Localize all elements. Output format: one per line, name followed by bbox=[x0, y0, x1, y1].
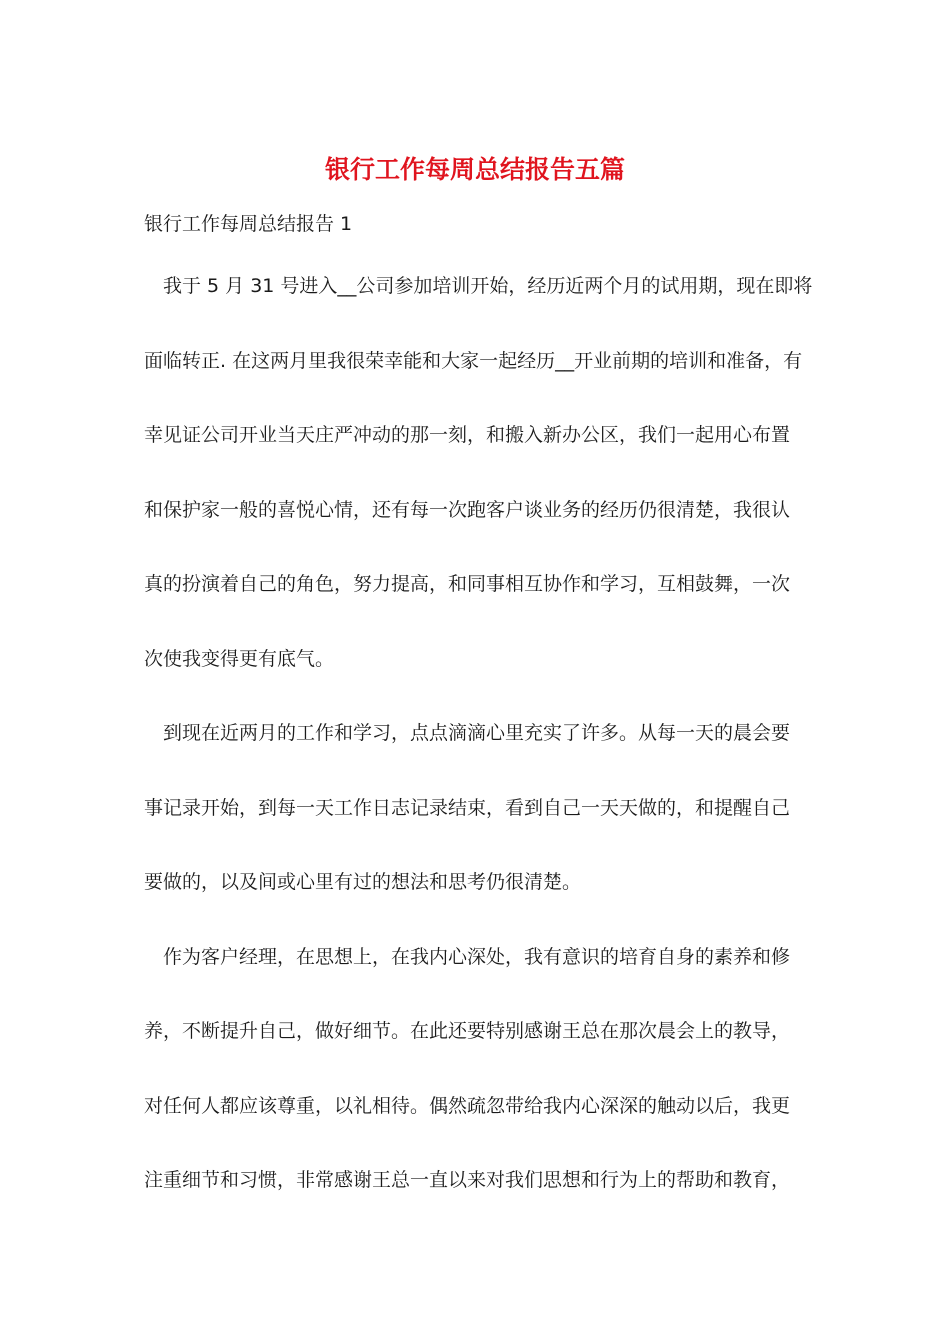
paragraph-line: 要做的，以及间或心里有过的想法和思考仍很清楚。 bbox=[144, 871, 582, 893]
paragraph-line: 注重细节和习惯，非常感谢王总一直以来对我们思想和行为上的帮助和教育， bbox=[144, 1169, 791, 1191]
paragraph-line: 幸见证公司开业当天庄严冲动的那一刻，和搬入新办公区，我们一起用心布置 bbox=[144, 424, 791, 446]
document-title: 银行工作每周总结报告五篇 bbox=[324, 155, 625, 184]
paragraph-line: 面临转正. 在这两月里我很荣幸能和大家一起经历__开业前期的培训和准备，有 bbox=[144, 349, 803, 372]
paragraph-line: 作为客户经理，在思想上，在我内心深处，我有意识的培育自身的素养和修 bbox=[163, 945, 791, 968]
paragraph-line: 真的扮演着自己的角色，努力提高，和同事相互协作和学习，互相鼓舞，一次 bbox=[144, 573, 791, 595]
paragraph-line: 对任何人都应该尊重，以礼相待。偶然疏忽带给我内心深深的触动以后，我更 bbox=[144, 1094, 791, 1117]
paragraph-line: 事记录开始，到每一天工作日志记录结束，看到自己一天天做的，和提醒自己 bbox=[144, 796, 791, 819]
paragraph-line: 我于 5 月 31 号进入__公司参加培训开始，经历近两个月的试用期，现在即将 bbox=[163, 275, 813, 297]
section-heading: 银行工作每周总结报告 1 bbox=[144, 213, 353, 235]
body-text bbox=[144, 255, 814, 1224]
paragraph-line: 次使我变得更有底气。 bbox=[144, 647, 335, 670]
paragraph-line: 和保护家一般的喜悦心情，还有每一次跑客户谈业务的经历仍很清楚，我很认 bbox=[144, 498, 791, 521]
paragraph-line: 到现在近两月的工作和学习，点点滴滴心里充实了许多。从每一天的晨会要 bbox=[163, 722, 791, 744]
paragraph-line: 养，不断提升自己，做好细节。在此还要特别感谢王总在那次晨会上的教导， bbox=[144, 1020, 791, 1042]
